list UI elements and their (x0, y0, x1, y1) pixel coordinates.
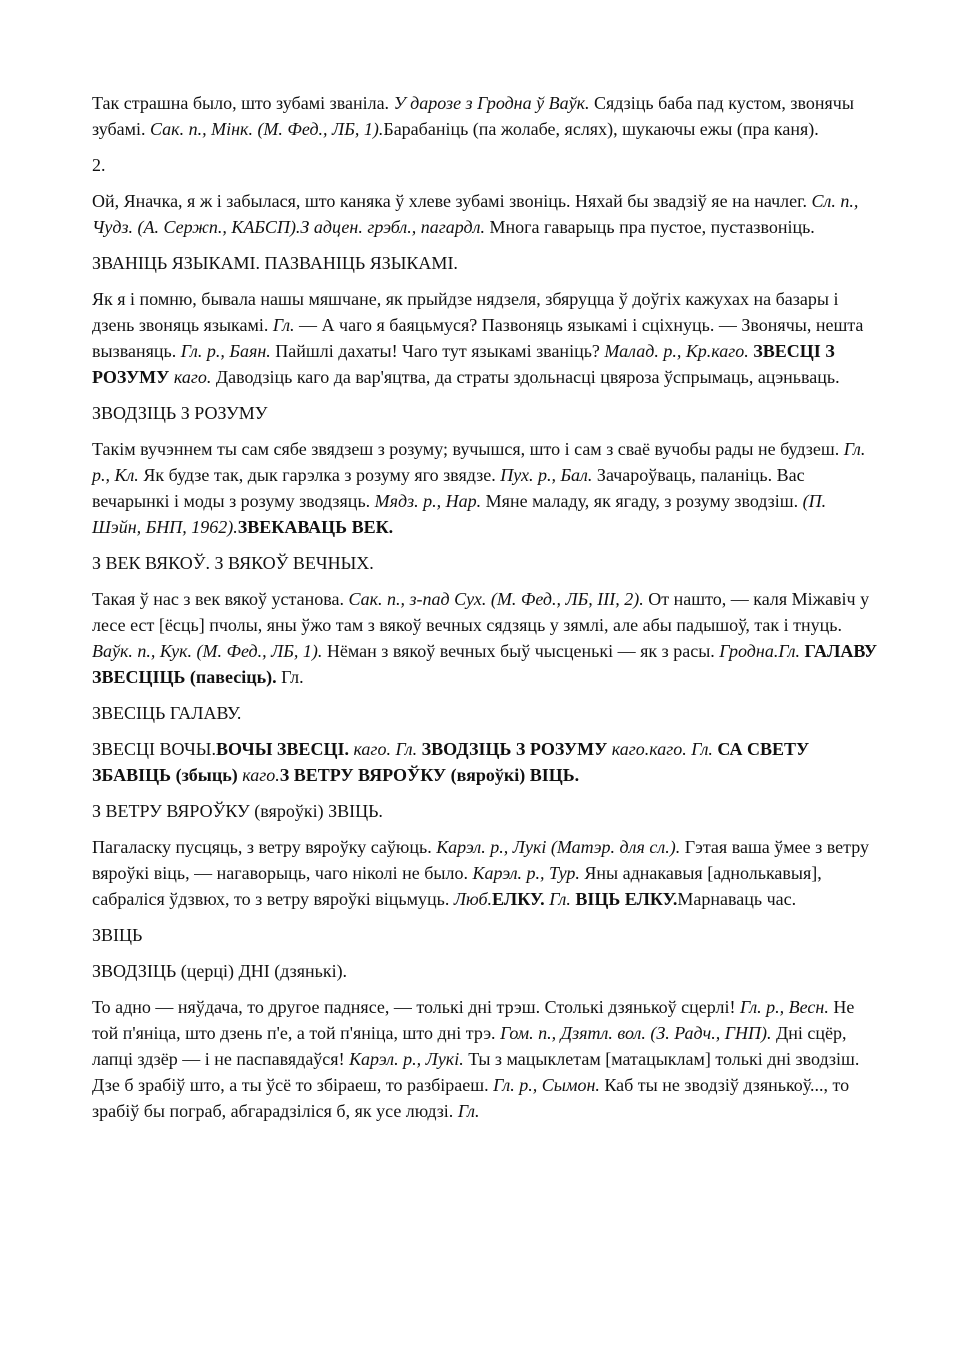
paragraph (92, 152, 878, 178)
source-citation: Малад. р., Кр.каго. (604, 341, 749, 361)
paragraph-text: Барабаніць (па жолабе, яслях), шукаючы ежы (пра каня). (383, 119, 819, 139)
paragraph-text: Марнаваць час. (677, 889, 797, 909)
paragraph-text: Гэтая ваша ўмее з ветру вяроўкі віць, — нагаворыць, чаго ніколі не было. (92, 837, 870, 883)
source-citation: Карэл. р., Лукі (Матэр. для сл.). (436, 837, 681, 857)
paragraph (92, 834, 878, 912)
source-citation: Сак. п., Мінк. (М. Фед., ЛБ, 1). (150, 119, 384, 139)
paragraph-text: ЗВАНІЦЬ ЯЗЫКАМІ. ПАЗВАНІЦЬ ЯЗЫКАМІ. (92, 253, 458, 273)
source-citation: Гл. р., Сымон. (493, 1075, 600, 1095)
paragraph-text: ЗВОДЗІЦЬ З РОЗУМУ (92, 403, 268, 423)
source-citation: Гродна.Гл. (719, 641, 800, 661)
idiom-headword: ВОЧЫ ЗВЕСЦІ. (215, 739, 349, 759)
source-citation: Сл. п., Чудз. (А. Сержп., КАБСП).З адцен. грэбл., пагардл. (92, 191, 859, 237)
paragraph-text: Многа гаварыць пра пустое, пустазвоніць. (485, 217, 815, 237)
paragraph-text: Каб ты не зводзіў дзянькоў..., то зрабіў бы пограб, абгарадзіліся б, як усе людзі. (92, 1075, 850, 1121)
paragraph-text: ЗВЕСЦІ ВОЧЫ. (92, 739, 216, 759)
source-citation: каго. Гл. (348, 739, 418, 759)
paragraph (92, 90, 878, 142)
paragraph-text: Як будзе так, дык гарэлка з розуму яго звядзе. (138, 465, 501, 485)
paragraph-text: Ты з мацыклетам [матацыклам] толькі дні зводзіш. Дзе б зрабіў што, а ты ўсё то збіраеш, то разбіраеш. (92, 1049, 860, 1095)
paragraph (92, 700, 878, 726)
paragraph-text: Пагаласку пусцяць, з ветру вяроўку саўюць. (92, 837, 437, 857)
paragraph-text: Не той п'яніца, што дзень п'е, а той п'яніца, што дні трэ. (92, 997, 855, 1043)
paragraph-text: Ой, Яначка, я ж і забылася, што каняка ў хлеве зубамі звоніць. Няхай бы звадзіў яе на начлег. (92, 191, 812, 211)
paragraph (92, 798, 878, 824)
idiom-headword: ЗВЕСЦІ З РОЗУМУ (92, 341, 835, 387)
paragraph-text: Даводзіць каго да вар'яцтва, да страты здольнасці цвяроза ўспрымаць, ацэньваць. (211, 367, 840, 387)
paragraph-text: Такая ў нас з век вякоў установа. (92, 589, 349, 609)
source-citation: У дарозе з Гродна ў Ваўк. (393, 93, 590, 113)
source-citation: каго.каго. Гл. (607, 739, 713, 759)
paragraph (92, 250, 878, 276)
document-page (92, 90, 878, 1134)
source-citation: Ваўк. п., Кук. (М. Фед., ЛБ, 1). (92, 641, 323, 661)
source-citation: Гом. п., Дзятл. вол. (З. Радч., ГНП). (500, 1023, 772, 1043)
source-citation: Гл. (544, 889, 571, 909)
paragraph-text: Сядзіць баба пад кустом, звонячы зубамі. (92, 93, 854, 139)
idiom-headword: ЕЛКУ. (492, 889, 545, 909)
source-citation: каго. (237, 765, 280, 785)
idiom-headword: ЗВЕКАВАЦЬ ВЕК. (237, 517, 394, 537)
paragraph-text: Мяне маладу, як ягаду, з розуму зводзіш. (481, 491, 803, 511)
paragraph-text: Яны аднакавыя [аднолькавыя], сабраліся ўдзвюх, то з ветру вяроўкі віцьмуць. (92, 863, 822, 909)
paragraph-text: Зачароўваць, паланіць. Вас вечарынкі і моды з розуму зводзяць. (92, 465, 805, 511)
paragraph-text: Як я і помню, бывала нашы мяшчане, як прыйдзе нядзеля, збяруцца ў доўгіх кажухах на базары і дзень звоняць языкамі. (92, 289, 839, 335)
paragraph (92, 586, 878, 690)
source-citation: Карэл. р., Лукі. (349, 1049, 464, 1069)
paragraph (92, 958, 878, 984)
paragraph-text: ЗВІЦЬ (92, 925, 143, 945)
paragraph-text: — А чаго я баяцьмуся? Пазвоняць языкамі і сціхнуць. — Звонячы, нешта вызваняць. (92, 315, 864, 361)
paragraph-text: Гл. (276, 667, 304, 687)
paragraph-text: Нёман з вякоў вечных быў чысценькі — як з расы. (322, 641, 720, 661)
paragraph (92, 286, 878, 390)
paragraph-text: От нашто, — каля Міжавіч у лесе ест [ёсць] пчолы, яны ўжо там з вякоў вечных сядзяць у зямлі, але абы падышоў, так і тнуць. (92, 589, 870, 635)
paragraph (92, 400, 878, 426)
paragraph (92, 994, 878, 1124)
idiom-headword: ЗВОДЗІЦЬ З РОЗУМУ (417, 739, 608, 759)
paragraph-text: З ВЕК ВЯКОЎ. З ВЯКОЎ ВЕЧНЫХ. (92, 553, 374, 573)
source-citation: Пух. р., Бал. (500, 465, 593, 485)
paragraph (92, 436, 878, 540)
idiom-headword: ВІЦЬ ЕЛКУ. (570, 889, 678, 909)
source-citation: Гл. (272, 315, 295, 335)
source-citation: Гл. р., Весн. (740, 997, 829, 1017)
source-citation: Гл. (457, 1101, 480, 1121)
paragraph-text: ЗВОДЗІЦЬ (церці) ДНІ (дзянькі). (92, 961, 348, 981)
idiom-headword: З ВЕТРУ ВЯРОЎКУ (вяроўкі) ВІЦЬ. (279, 765, 580, 785)
source-citation: Карэл. р., Тур. (472, 863, 580, 883)
source-citation: Сак. п., з-пад Сух. (М. Фед., ЛБ, III, 2). (348, 589, 644, 609)
paragraph (92, 550, 878, 576)
source-citation: Гл. р., Баян. (180, 341, 271, 361)
paragraph-text: Такім вучэннем ты сам сябе звядзеш з розуму; вучышся, што і сам з сваё вучобы рады не будзеш. (92, 439, 844, 459)
source-citation: Гл. р., Кл. (92, 439, 866, 485)
paragraph-text: То адно — няўдача, то другое паднясе, — толькі дні трэш. Столькі дзянькоў сцерлі! (92, 997, 741, 1017)
source-citation: (П. Шэйн, БНП, 1962). (92, 491, 827, 537)
paragraph-text: Так страшна было, што зубамі званіла. (92, 93, 394, 113)
source-citation: каго. (169, 367, 212, 387)
paragraph-text: 2. (92, 155, 106, 175)
paragraph-text: З ВЕТРУ ВЯРОЎКУ (вяроўкі) ЗВІЦЬ. (92, 801, 383, 821)
paragraph-text: Дні сцёр, лапці здзёр — і не паспавядаўся! (92, 1023, 847, 1069)
source-citation: Мядз. р., Нар. (374, 491, 482, 511)
paragraph (92, 922, 878, 948)
paragraph (92, 736, 878, 788)
source-citation: Люб. (453, 889, 493, 909)
paragraph (92, 188, 878, 240)
idiom-headword: СА СВЕТУ ЗБАВІЦЬ (збыць) (92, 739, 810, 785)
idiom-headword: ГАЛАВУ ЗВЕСЦІЦЬ (павесіць). (92, 641, 878, 687)
paragraph-text: ЗВЕСІЦЬ ГАЛАВУ. (92, 703, 242, 723)
paragraph-text: Пайшлі дахаты! Чаго тут языкамі званіць? (270, 341, 605, 361)
